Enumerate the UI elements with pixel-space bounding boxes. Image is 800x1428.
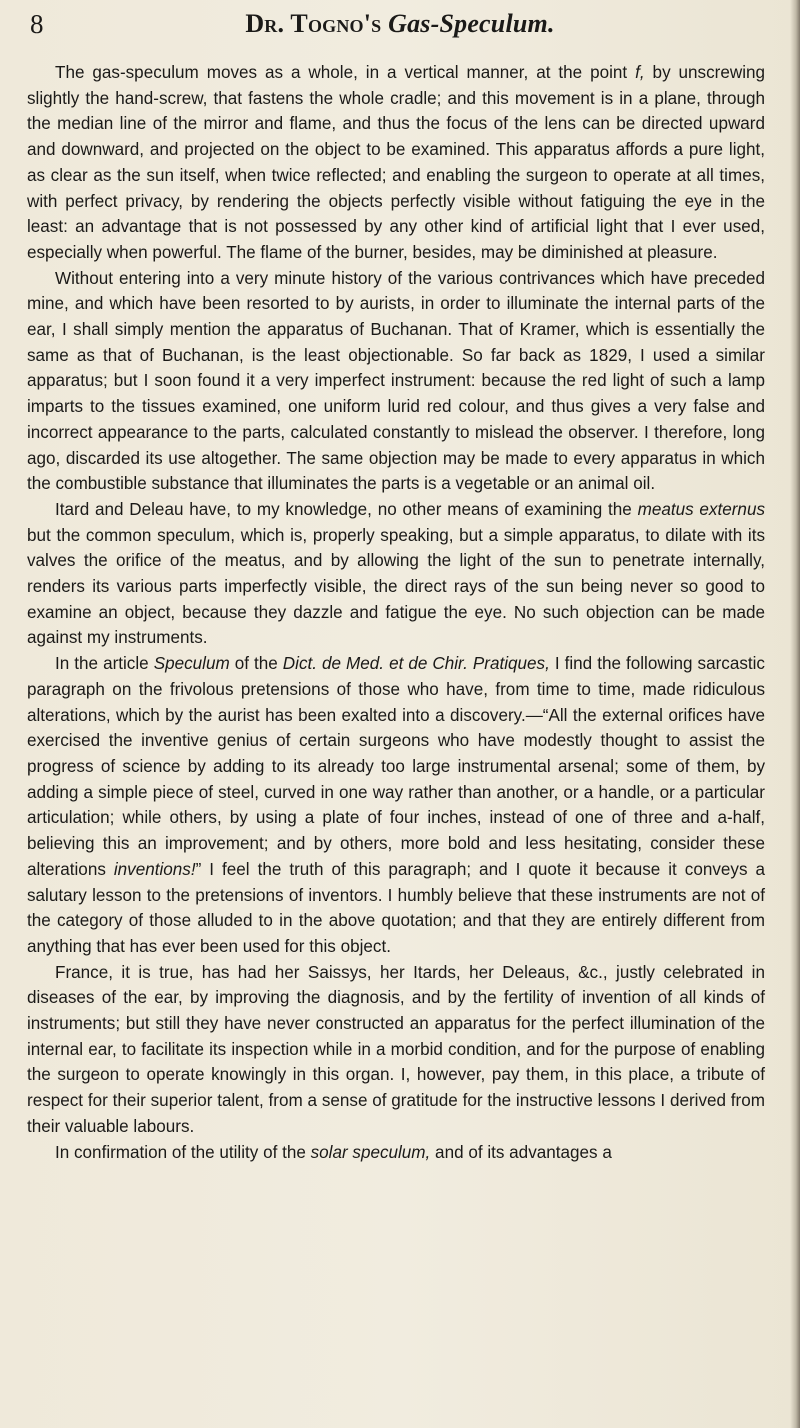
text-run: Without entering into a very minute history of the various contrivances which have preceded mine, and which have been resorted to by aurists, in order to illuminate the internal parts of the ear, I shall simply mention the apparatus of Buchanan. That of Kramer, which is essentially the same as that of Buchanan, is the least objectionable. So far back as 1829, I used a similar apparatus; but I soon found it a very imperfect instrument: because the red light of such a lamp imparts to the tissues examined, one uniform lurid red colour, and thus gives a very false and incorrect appearance to the parts, calculated constantly to mislead the observer. I therefore, long ago, discarded its use altogether. The same objection may be made to every apparatus in which the combustible substance that illuminates the parts is a vegetable or an animal oil. [27, 268, 765, 494]
paragraph-1 [27, 60, 765, 266]
text-run: France, it is true, has had her Saissys, her Itards, her Deleaus, &c., justly celebrated in diseases of the ear, by improving the diagnosis, and by the fertility of invention of all kinds of instruments; but still they have never constructed an apparatus for the perfect illumination of the internal ear, to facilitate its inspection while in a morbid condition, and for the purpose of enabling the surgeon to operate knowingly in this organ. I, however, pay them, in this place, a tribute of respect for their superior talent, from a sense of gratitude for the instructive lessons I derived from their valuable labours. [27, 962, 765, 1136]
paragraph-6 [27, 1140, 765, 1166]
paragraph-4 [27, 651, 765, 959]
italic-run: f, [635, 63, 645, 82]
page-header [30, 4, 770, 46]
italic-run: Speculum [153, 654, 230, 674]
text-run: of the [229, 654, 283, 674]
paragraph-2 [27, 266, 765, 497]
paragraph-3 [27, 497, 765, 651]
running-title [30, 4, 770, 44]
text-run: In the article [55, 654, 154, 674]
body-text [27, 60, 765, 1165]
text-run: The gas-speculum moves as a whole, in a vertical manner, at the point [55, 63, 636, 82]
text-run: Itard and Deleau have, to my knowledge, no other means of examining the [55, 499, 638, 519]
text-run: by unscrewing slightly the hand-screw, that fastens the whole cradle; and this movement is in a plane, through the median line of the mirror and flame, and thus the focus of the lens can be directed upward and downward, and projected on the object to be examined. This apparatus affords a pure light, as clear as the sun itself, when twice reflected; and enabling the surgeon to operate at all times, with perfect privacy, by rendering the objects perfectly visible without fatiguing the eye in the least: an advantage that is not possessed by any other kind of artificial light that I ever used, especially when powerful. The flame of the burner, besides, may be diminished at pleasure. [27, 63, 766, 262]
italic-run: inventions! [113, 859, 196, 879]
italic-run: Dict. de Med. et de Chir. Pratiques, [282, 654, 550, 674]
text-run: I find the following sarcastic paragraph on the frivolous pretensions of those who have, from time to time, made ridiculous alterations, which by the aurist has been exalted into a discovery.—“All the external orifices have exercised the inventive genius of certain surgeons who have modestly thought to assist the progress of science by adding to its already too large instrumental arsenal; some of them, by adding a simple piece of steel, curved in one way rather than another, or a handle, or a particular articulation; while others, by using a plate of four inches, instead of one of three and a-half, believing this an improvement; and by others, more bold and less hesitating, consider these alterations [27, 654, 765, 879]
running-title-work: Gas-Speculum. [388, 9, 555, 38]
text-run: and of its advantages a [430, 1142, 612, 1162]
text-run: but the common speculum, which is, properly speaking, but a simple apparatus, to dilate with its valves the orifice of the meatus, and by allowing the light of the sun to penetrate internally, renders its various parts imperfectly visible, the direct rays of the sun being never so good to examine an object, because they dazzle and fatigue the eye. No such objection can be made against my instruments. [27, 525, 765, 648]
page-number: 8 [30, 9, 44, 39]
italic-run: solar speculum, [310, 1142, 431, 1162]
paragraph-5 [27, 960, 765, 1140]
text-run: In confirmation of the utility of the [55, 1142, 311, 1162]
italic-run: meatus externus [637, 499, 765, 519]
page-edge-shadow [790, 0, 800, 1428]
text-run: ” I feel the truth of this paragraph; and I quote it because it conveys a salutary lesson to the pretensions of inventors. I humbly believe that these instruments are not of the category of those alluded to in the above quotation; and that they are entirely different from anything that has ever been used for this object. [27, 859, 765, 956]
running-title-author: Dr. Togno's [245, 9, 382, 38]
